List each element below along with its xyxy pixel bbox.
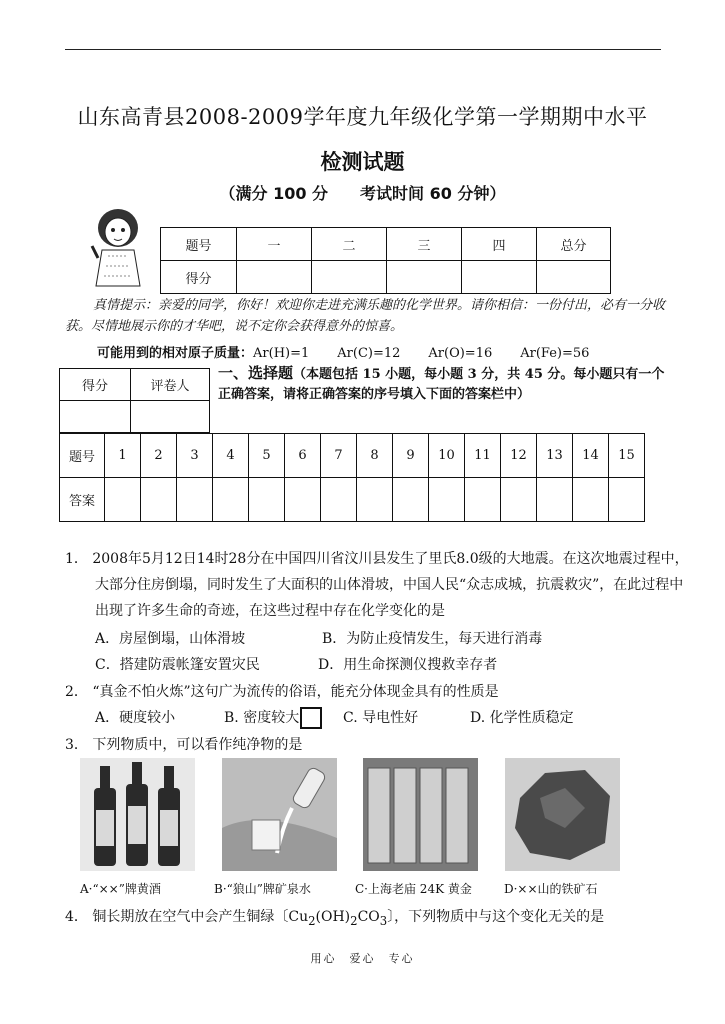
grader-score-cell[interactable]	[60, 401, 131, 433]
question-1-option-c: C．搭建防震帐篷安置灾民	[95, 657, 260, 673]
answer-cell[interactable]	[141, 478, 177, 522]
question-2-option-d: D. 化学性质稳定	[470, 710, 574, 726]
subscript: 2	[308, 913, 316, 928]
question-2-option-a: A．硬度较小	[95, 710, 176, 726]
photo-caption-d: D·××山的铁矿石	[504, 882, 598, 896]
answer-cell[interactable]	[609, 478, 645, 522]
score-table-header: 一	[237, 228, 312, 261]
score-table-header: 四	[462, 228, 537, 261]
answer-number: 5	[249, 434, 285, 478]
answer-number: 7	[321, 434, 357, 478]
question-2-stem: 2． “真金不怕火炼”这句广为流传的俗语，能充分体现金具有的性质是	[65, 684, 499, 700]
question-4-text-end: 〕，下列物质中与这个变化无关的是	[387, 909, 605, 925]
answer-number: 6	[285, 434, 321, 478]
answer-cell[interactable]	[105, 478, 141, 522]
answer-cell[interactable]	[213, 478, 249, 522]
iron-ore-icon	[505, 758, 620, 871]
score-cell[interactable]	[462, 261, 537, 294]
answer-number: 12	[501, 434, 537, 478]
answer-cell[interactable]	[465, 478, 501, 522]
answer-cell[interactable]	[501, 478, 537, 522]
answer-number: 8	[357, 434, 393, 478]
photo-caption-a: A·“××”牌黄酒	[80, 882, 161, 896]
score-row-label: 得分	[161, 261, 237, 294]
atomic-mass-value: Ar(O)=16	[428, 346, 493, 361]
mineral-water-icon	[222, 758, 337, 871]
answer-cell[interactable]	[429, 478, 465, 522]
answer-cell[interactable]	[537, 478, 573, 522]
score-table-header: 题号	[161, 228, 237, 261]
question-1-option-d: D．用生命探测仪搜救幸存者	[318, 657, 498, 673]
answer-cell[interactable]	[393, 478, 429, 522]
grader-name-cell[interactable]	[131, 401, 210, 433]
yellow-wine-bottles-icon	[80, 758, 195, 871]
answer-number: 13	[537, 434, 573, 478]
grader-table	[59, 368, 210, 433]
answer-cell[interactable]	[321, 478, 357, 522]
answer-number: 11	[465, 434, 501, 478]
score-cell[interactable]	[387, 261, 462, 294]
atomic-mass-value: Ar(C)=12	[337, 346, 401, 361]
question-4-formula: (OH)	[315, 909, 351, 925]
score-cell[interactable]	[312, 261, 387, 294]
question-2-option-c: C. 导电性好	[343, 710, 419, 726]
question-4-stem	[65, 904, 665, 934]
score-table-header: 三	[387, 228, 462, 261]
photo-caption-b: B·“狼山”牌矿泉水	[214, 882, 311, 896]
answer-cell[interactable]	[573, 478, 609, 522]
score-table-header: 二	[312, 228, 387, 261]
score-cell[interactable]	[237, 261, 312, 294]
score-cell[interactable]	[537, 261, 611, 294]
question-1-stem: 1． 2008年5月12日14时28分在中国四川省汶川县发生了里氏8.0级的大地震。在这次地震过程中，大部分住房倒塌，同时发生了大面积的山体滑坡，中国人民“众志成城，抗震救灾”，在此过程中出现了许多生命的奇迹，在这些过程中存在化学变化的是	[65, 551, 689, 619]
score-table-header: 总分	[537, 228, 611, 261]
question-4-text-start: 4． 铜长期放在空气中会产生铜绿〔Cu	[65, 909, 309, 925]
question-3-stem: 3． 下列物质中，可以看作纯净物的是	[65, 737, 303, 753]
answer-cell[interactable]	[177, 478, 213, 522]
answer-number: 14	[573, 434, 609, 478]
answer-number: 10	[429, 434, 465, 478]
answer-number: 1	[105, 434, 141, 478]
answer-number: 9	[393, 434, 429, 478]
question-4-formula: CO	[357, 909, 380, 925]
question-1-option-a: A．房屋倒塌，山体滑坡	[95, 631, 246, 647]
section1-title: 一、选择题	[218, 364, 294, 382]
question-2-option-b: B. 密度较大	[224, 710, 300, 726]
answer-number: 15	[609, 434, 645, 478]
question-1-option-b: B．为防止疫情发生，每天进行消毒	[322, 631, 543, 647]
subscript: 3	[379, 913, 388, 928]
question-3-photos	[80, 758, 640, 896]
page-footer: 用心 爱心 专心	[310, 952, 415, 965]
exam-title-line2: 检测试题	[320, 149, 405, 174]
question-2-option-b-wrap	[224, 705, 334, 731]
atomic-mass-value: Ar(Fe)=56	[520, 346, 590, 361]
friendly-tip: 真情提示：亲爱的同学，你好！欢迎你走进充满乐趣的化学世界。请你相信：一份付出，必有一分收获。尽情地展示你的才华吧，说不定你会获得意外的惊喜。	[65, 298, 666, 334]
gold-bars-icon	[363, 758, 478, 871]
student-cartoon-icon	[88, 206, 148, 288]
answer-number: 2	[141, 434, 177, 478]
subscript: 2	[350, 913, 358, 928]
answer-cell[interactable]	[357, 478, 393, 522]
grader-score-label: 得分	[60, 369, 131, 401]
answer-cell[interactable]	[285, 478, 321, 522]
grader-name-label: 评卷人	[131, 369, 210, 401]
section1-heading	[218, 363, 668, 405]
answer-number: 3	[177, 434, 213, 478]
answer-number: 4	[213, 434, 249, 478]
score-table	[160, 227, 611, 294]
section1-desc: （本题包括 15 小题，每小题 3 分，共 45 分。每小题只有一个正确答案，请将正确答案的序号填入下面的答案栏中）	[218, 367, 665, 402]
atomic-mass-value: Ar(H)=1	[253, 346, 310, 361]
exam-title-line1: 山东高青县2008-2009学年度九年级化学第一学期期中水平	[77, 105, 648, 129]
header-rule	[65, 49, 661, 50]
answer-cell[interactable]	[249, 478, 285, 522]
answer-table-a-label: 答案	[60, 478, 105, 522]
exam-subtitle: （满分 100 分 考试时间 60 分钟）	[219, 184, 506, 203]
atomic-mass-line	[97, 342, 617, 361]
atomic-mass-label: 可能用到的相对原子质量：	[97, 346, 254, 361]
answer-table-q-label: 题号	[60, 434, 105, 478]
photo-caption-c: C·上海老庙 24K 黄金	[355, 882, 472, 896]
answer-table	[59, 433, 645, 522]
checkbox-mark-icon	[300, 707, 322, 729]
